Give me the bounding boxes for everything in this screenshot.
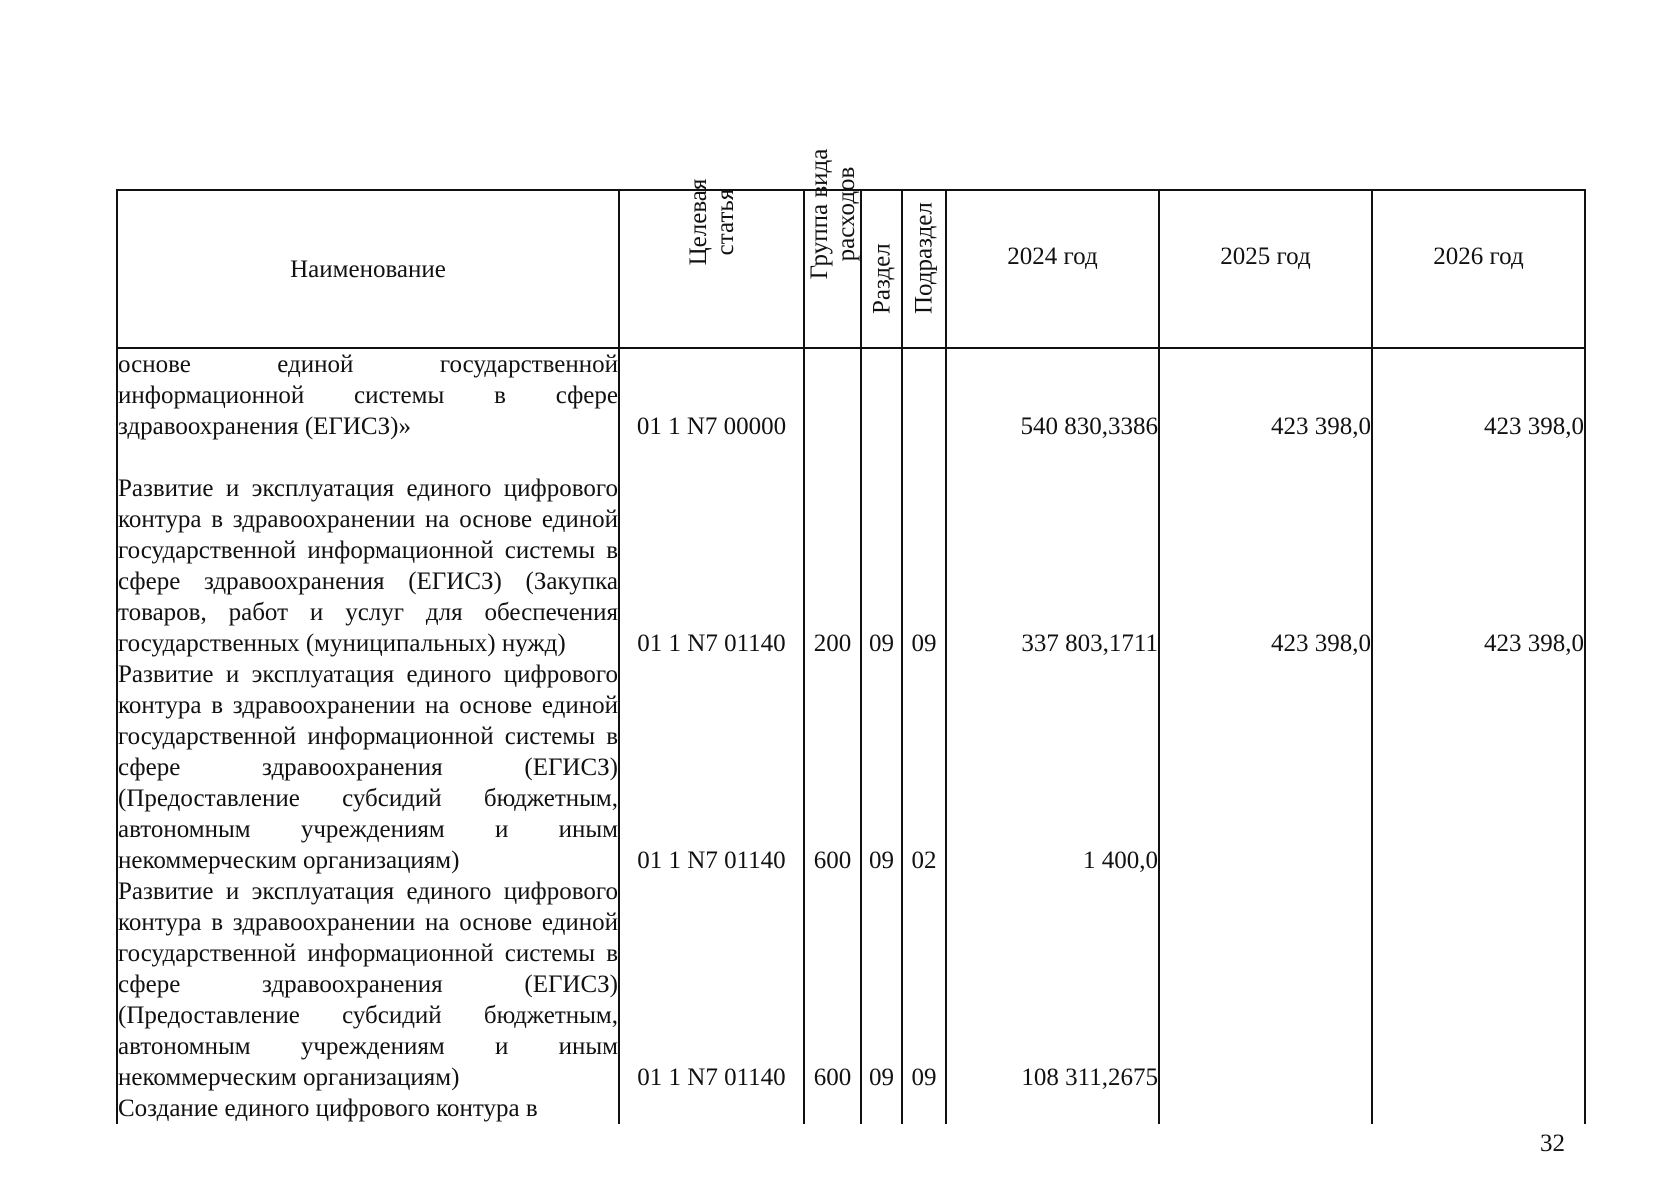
row-2025	[1159, 1093, 1372, 1124]
header-2025: 2025 год	[1220, 242, 1311, 270]
row-subsection: 02	[902, 659, 946, 876]
header-target-cell	[619, 178, 804, 348]
row-2025: 423 398,0	[1159, 442, 1372, 659]
row-target: 01 1 N7 00000	[619, 348, 804, 442]
table-row	[117, 442, 1585, 659]
row-section: 09	[861, 876, 902, 1093]
header-subsection-cell	[902, 190, 946, 348]
row-name: основе единой государственной информационной системы в сфере здравоохранения (ЕГИСЗ)»	[117, 348, 619, 442]
table-header-row	[117, 190, 1585, 348]
row-name: Развитие и эксплуатация единого цифрового контура в здравоохранении на основе единой государственной информационной системы в сфере здравоохранения (ЕГИСЗ) (Предоставление субсидий бюджетным, автономным учреждениям и иным некоммерческим организациям)	[118, 878, 618, 1091]
row-2026	[1372, 876, 1585, 1093]
row-target: 01 1 N7 01140	[619, 442, 804, 659]
row-group	[804, 1093, 861, 1124]
row-group: 600	[804, 876, 861, 1093]
header-group-cell	[804, 148, 861, 348]
header-2024-cell	[946, 190, 1159, 348]
row-group	[804, 348, 861, 442]
row-section: 09	[861, 659, 902, 876]
header-section: Раздел	[868, 243, 895, 314]
row-section	[861, 1093, 902, 1124]
row-2025: 423 398,0	[1159, 348, 1372, 442]
row-target: 01 1 N7 01140	[619, 659, 804, 876]
row-2026: 423 398,0	[1372, 348, 1585, 442]
row-2026: 423 398,0	[1372, 442, 1585, 659]
page-number: 32	[1540, 1130, 1565, 1157]
row-name: Создание единого цифрового контура в	[117, 1093, 619, 1124]
row-subsection	[902, 348, 946, 442]
row-name: Развитие и эксплуатация единого цифрового контура в здравоохранении на основе единой государственной информационной системы в сфере здравоохранения (ЕГИСЗ) (Предоставление субсидий бюджетным, автономным учреждениям и иным некоммерческим организациям)	[118, 661, 618, 874]
row-name: Развитие и эксплуатация единого цифрового контура в здравоохранении на основе единой государственной информационной системы в сфере здравоохранения (ЕГИСЗ) (Закупка товаров, работ и услуг для обеспечения государственных (муниципальных) нужд)	[117, 442, 619, 659]
row-subsection	[902, 1093, 946, 1124]
header-group: Группа вида расходов	[805, 148, 860, 280]
table-row	[117, 1093, 1585, 1124]
header-subsection: Подраздел	[910, 202, 938, 314]
header-section-cell	[861, 190, 902, 348]
row-section	[861, 348, 902, 442]
row-section: 09	[861, 442, 902, 659]
header-2026-cell	[1372, 190, 1585, 348]
row-group: 600	[804, 659, 861, 876]
header-2025-cell	[1159, 190, 1372, 348]
header-2026: 2026 год	[1433, 242, 1524, 270]
row-2024: 337 803,1711	[946, 442, 1159, 659]
row-2024: 108 311,2675	[946, 876, 1159, 1093]
table-row	[117, 348, 1585, 442]
row-2024: 540 830,3386	[946, 348, 1159, 442]
row-target: 01 1 N7 01140	[619, 876, 804, 1093]
row-2025	[1159, 659, 1372, 876]
row-subsection: 09	[902, 442, 946, 659]
header-target: Целевая статья	[684, 178, 739, 266]
row-subsection: 09	[902, 876, 946, 1093]
header-2024: 2024 год	[1007, 242, 1098, 270]
row-2025	[1159, 876, 1372, 1093]
table-row	[117, 876, 1585, 1093]
budget-table	[116, 148, 1586, 1124]
header-name: Наименование	[117, 190, 619, 348]
row-target	[619, 1093, 804, 1124]
row-2024	[946, 1093, 1159, 1124]
row-2024: 1 400,0	[946, 659, 1159, 876]
row-2026	[1372, 1093, 1585, 1124]
row-2026	[1372, 659, 1585, 876]
table-row	[117, 659, 1585, 876]
row-group: 200	[804, 442, 861, 659]
